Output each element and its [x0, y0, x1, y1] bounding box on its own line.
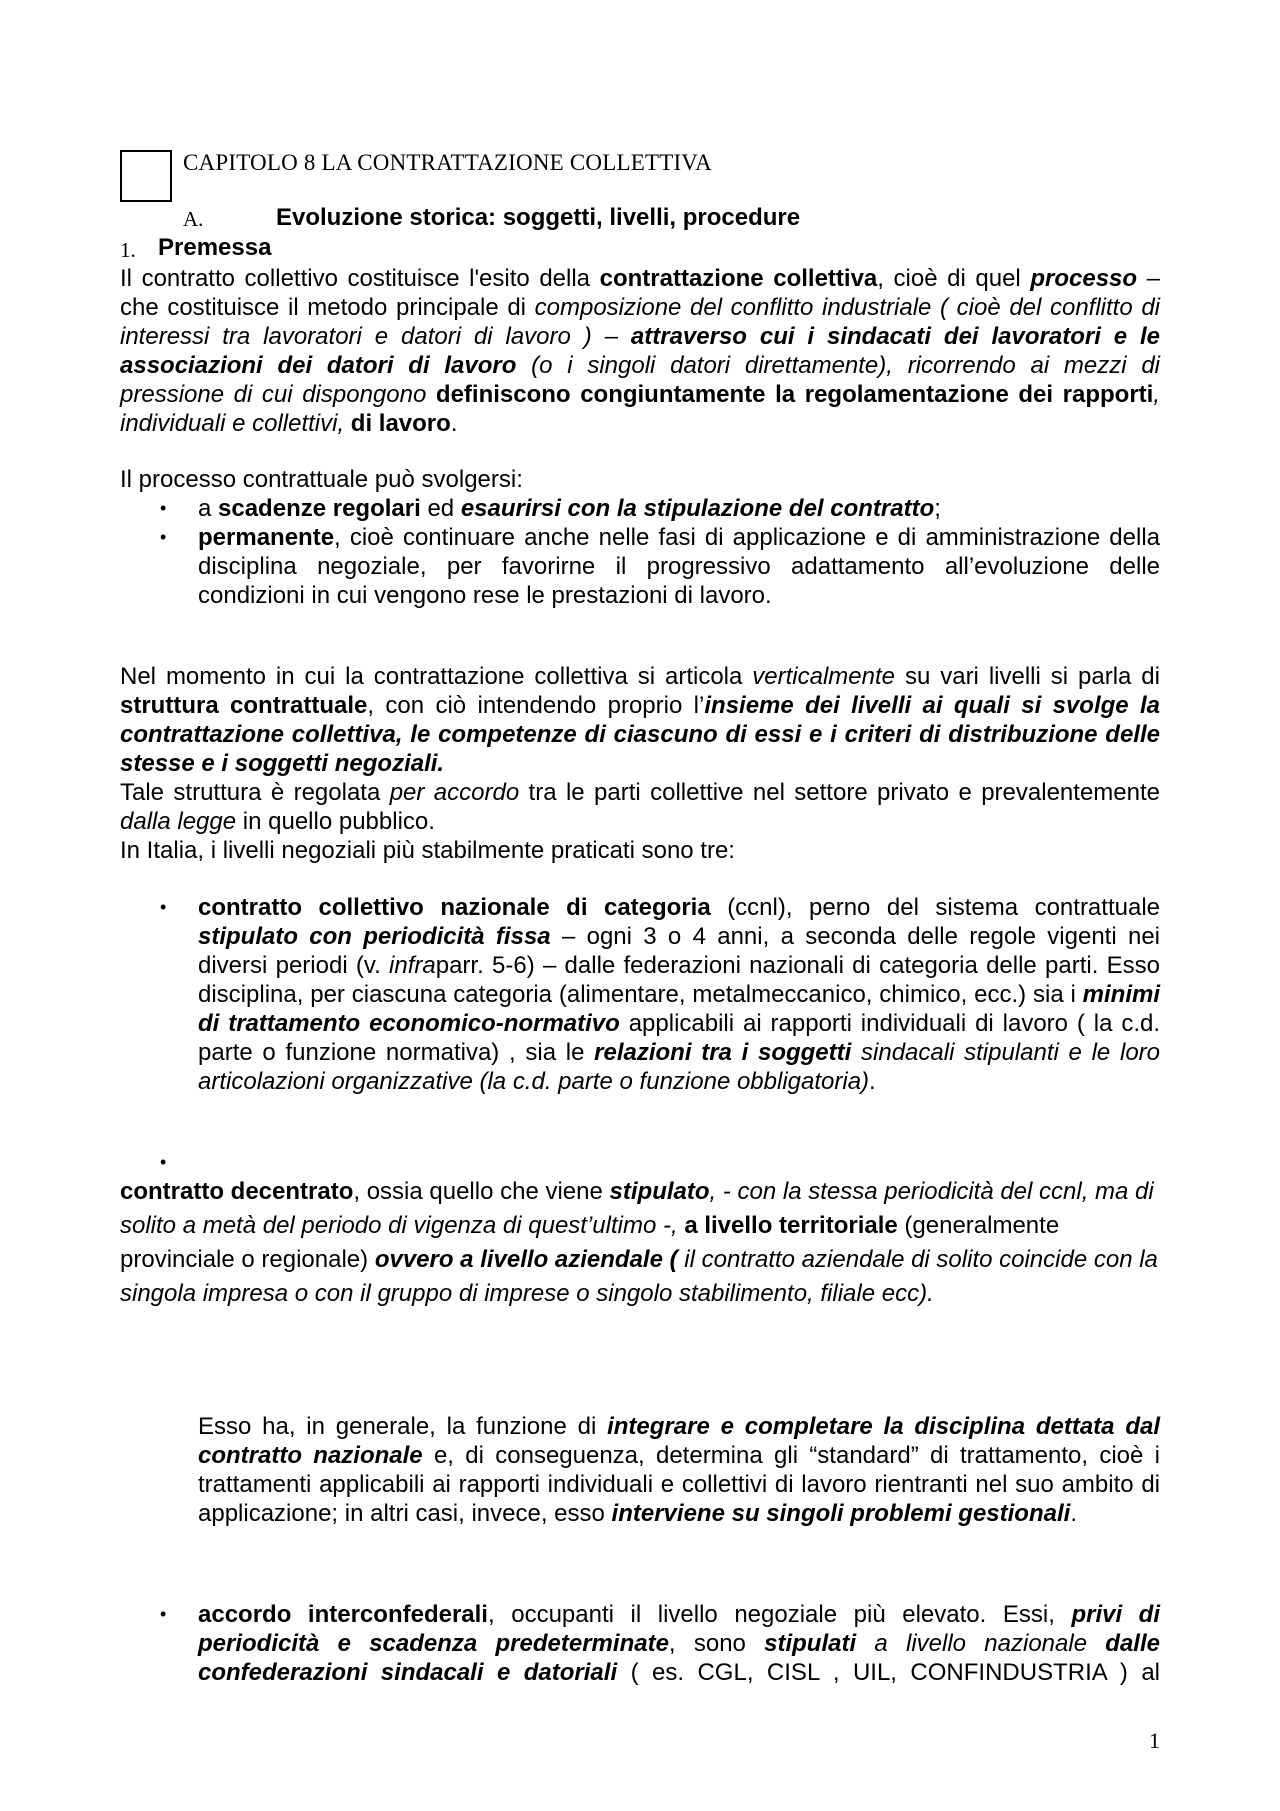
- level-ccnl: contratto collettivo nazionale di categoria (ccnl), perno del sistema contrattuale stipulato con periodicità fissa – ogni 3 o 4 anni, a seconda delle regole vigenti nei diversi periodi (v. infraparr. 5-6) – dalle federazioni nazionali di categoria delle parti. Esso disciplina, per ciascuna categoria (alimentare, metalmeccanico, chimico, ecc.) sia i minimi di trattamento economico-normativo applicabili ai rapporti individuali di lavoro ( la c.d. parte o funzione normativa) , sia le relazioni tra i soggetti sindacali stipulanti e le loro articolazioni organizzative (la c.d. parte o funzione obbligatoria).: [198, 894, 1161, 1095]
- level-decentrato: contratto decentrato, ossia quello che viene stipulato, - con la stessa periodicità del ccnl, ma di solito a metà del periodo di vigenza di quest’ultimo -, a livello territoriale (generalmente provinciale o regionale) ovvero a livello aziendale ( il contratto aziendale di solito coincide con la singola impresa o con il gruppo di imprese o singolo stabilimento, filiale ecc).: [120, 1178, 1158, 1307]
- section-title: Evoluzione storica: soggetti, livelli, procedure: [276, 204, 801, 231]
- structure-paragraph: Nel momento in cui la contrattazione collettiva si articola verticalmente su vari livelli si parla di struttura contrattuale, con ciò intendendo proprio l’insieme dei livelli ai quali si svolge la contrattazione collettiva, le competenze di ciascuno di essi e i criteri di distribuzione delle stesse e i soggetti negoziali. Tale struttura è regolata per accordo tra le parti collettive nel settore privato e prevalentemente dalla legge in quello pubblico. In Italia, i livelli negoziali più stabilmente praticati sono tre:: [120, 663, 1160, 864]
- decentrato-function: Esso ha, in generale, la funzione di integrare e completare la disciplina dettata dal contratto nazionale e, di conseguenza, determina gli “standard” di trattamento, cioè i trattamenti applicabili ai rapporti individuali e collettivi di lavoro rientranti nel suo ambito di applicazione; in altri casi, invece, esso interviene su singoli problemi gestionali.: [198, 1413, 1160, 1527]
- process-lead: Il processo contrattuale può svolgersi:: [120, 466, 523, 493]
- subsection-number: 1.: [120, 238, 136, 262]
- bullet: •: [160, 1604, 167, 1624]
- page-number: 1: [1149, 1728, 1160, 1753]
- subsection-title: Premessa: [158, 234, 272, 261]
- section-letter: A.: [183, 207, 204, 231]
- process-bullet-permanent: permanente, cioè continuare anche nelle fasi di applicazione e di amministrazione della disciplina negoziale, per favorirne il progressivo adattamento all’evoluzione delle condizioni in cui vengono rese le prestazioni di lavoro.: [198, 524, 1160, 609]
- checkbox[interactable]: [120, 150, 172, 202]
- intro-paragraph: Il contratto collettivo costituisce l'esito della contrattazione collettiva, cioè di quel processo – che costituisce il metodo principale di composizione del conflitto industriale ( cioè del conflitto di interessi tra lavoratori e datori di lavoro ) – attraverso cui i sindacati dei lavoratori e le associazioni dei datori di lavoro (o i singoli datori direttamente), ricorrendo ai mezzi di pressione di cui dispongono definiscono congiuntamente la regolamentazione dei rapporti, individuali e collettivi, di lavoro.: [120, 265, 1161, 437]
- bullet: •: [160, 897, 167, 917]
- chapter-heading: CAPITOLO 8 LA CONTRATTAZIONE COLLETTIVA: [183, 150, 712, 175]
- level-interconfederali: accordo interconfederali, occupanti il livello negoziale più elevato. Essi, privi di periodicità e scadenza predeterminate, sono stipulati a livello nazionale dalle confederazioni sindacali e datoriali ( es. CGL, CISL , UIL, CONFINDUSTRIA ) al: [198, 1601, 1161, 1686]
- bullet: •: [160, 527, 167, 547]
- bullet: •: [160, 1152, 167, 1172]
- bullet: •: [160, 498, 167, 518]
- process-bullet-regular: a scadenze regolari ed esaurirsi con la stipulazione del contratto;: [198, 495, 941, 522]
